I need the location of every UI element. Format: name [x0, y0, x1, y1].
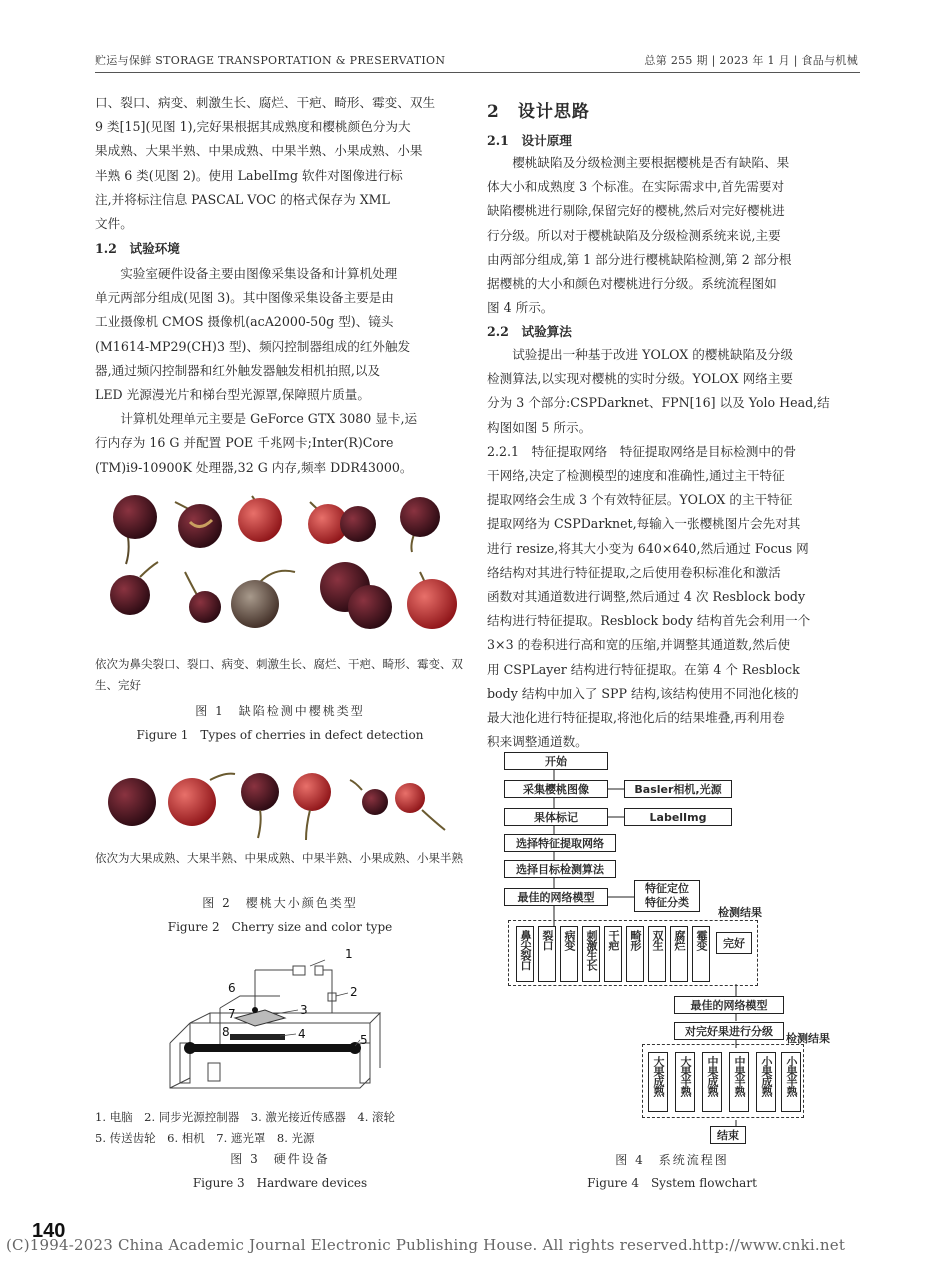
text-line: 函数对其通道数进行调整,然后通过 4 次 Resblock body — [487, 589, 806, 605]
cherry-intact — [407, 572, 457, 629]
flow-end: 结束 — [710, 1126, 746, 1144]
text-line: 最大池化进行特征提取,将池化后的结果堆叠,再利用卷 — [487, 710, 785, 726]
callout-1: 1 — [345, 948, 353, 961]
text-line: 9 类[15](见图 1),完好果根据其成熟度和樱桃颜色分为大 — [95, 119, 411, 135]
copyright-notice: (C)1994-2023 China Academic Journal Electronic Publishing House. All rights reserved. — [6, 1236, 693, 1254]
cherry-large-ripe — [108, 778, 156, 826]
text-line: 器,通过频闪控制器和红外触发器触发相机拍照,以及 — [95, 362, 381, 378]
defect-nose-crack: 鼻尖裂口 — [516, 926, 534, 982]
grade-medium-ripe: 中果成熟 — [702, 1052, 722, 1112]
callout-6: 6 — [228, 981, 236, 995]
detection-result-label-1: 检测结果 — [718, 906, 762, 919]
text-line: 提取网络会生成 3 个有效特征层。YOLOX 的主干特征 — [487, 492, 793, 508]
text-line: 半熟 6 类(见图 2)。使用 LabelImg 软件对图像进行标 — [95, 167, 403, 183]
issue-header: 总第 255 期 | 2023 年 1 月 | 食品与机械 — [644, 54, 858, 67]
cherry-small-ripe — [350, 780, 388, 815]
defect-rot: 腐烂 — [670, 926, 688, 982]
flow-start: 开始 — [504, 752, 608, 770]
figure-2-caption-zh: 图 2 樱桃大小颜色类型 — [202, 896, 358, 910]
flow-feature-loc-cls — [634, 880, 700, 912]
text-line: 行内存为 16 G 并配置 POE 千兆网卡;Inter(R)Core — [95, 435, 394, 451]
figure-4-caption-en: Figure 4 System flowchart — [587, 1176, 757, 1190]
section-2-heading: 2 设计思路 — [487, 102, 590, 122]
text-line: 试验提出一种基于改进 YOLOX 的樱桃缺陷及分级 — [512, 347, 793, 362]
cnki-url: http://www.cnki.net — [692, 1236, 846, 1254]
text-line: 构图如图 5 所示。 — [487, 419, 592, 435]
flow-select-detection-algorithm: 选择目标检测算法 — [504, 860, 616, 878]
figure-4-flowchart — [500, 748, 860, 1148]
environment-paragraph-1 — [95, 262, 465, 480]
defect-dry-scar: 干疤 — [604, 926, 622, 982]
cherry-dry-scar — [110, 562, 158, 615]
figure-1-note: 依次为鼻尖裂口、裂口、病变、刺激生长、腐烂、干疤、畸形、霉变、双生、完好 — [95, 657, 463, 692]
text-line: 提取网络为 CSPDarknet,每输入一张樱桃图片会先对其 — [487, 516, 801, 532]
defect-crack: 裂口 — [538, 926, 556, 982]
figure-1-cherry-photos — [100, 482, 470, 647]
cherry-large-half-ripe — [168, 774, 235, 826]
header-rule — [95, 72, 860, 73]
text-line: 工业摄像机 CMOS 摄像机(acA2000-50g 型)、镜头 — [95, 314, 394, 330]
housing-icon — [208, 1063, 220, 1081]
text-line: 口、裂口、病变、刺激生长、腐烂、干疤、畸形、霉变、双生 — [95, 95, 436, 110]
cherry-lesion — [238, 496, 282, 542]
defect-mildew: 霉变 — [692, 926, 710, 982]
text-line: 检测算法,以实现对樱桃的实时分级。YOLOX 网络主要 — [487, 371, 793, 387]
text-line: 樱桃缺陷及分级检测主要根据樱桃是否有缺陷、果 — [512, 155, 790, 170]
cherry-medium-half-ripe — [293, 773, 331, 840]
text-line: 文件。 — [95, 216, 133, 232]
grade-large-half-ripe: 大果半熟 — [675, 1052, 695, 1112]
flow-grade-intact: 对完好果进行分级 — [674, 1022, 784, 1040]
figure-1-caption-en: Figure 1 Types of cherries in defect detection — [136, 728, 424, 742]
cherry-deformed — [185, 572, 221, 623]
page-number: 140 — [32, 1220, 66, 1242]
grade-large-ripe: 大果成熟 — [648, 1052, 668, 1112]
text-line: 结构进行特征提取。Resblock body 结构首先会利用一个 — [487, 613, 811, 629]
text-line: (TM)i9-10900K 处理器,32 G 内存,频率 DDR43000。 — [95, 459, 413, 475]
section-2-1-heading: 2.1 设计原理 — [487, 133, 572, 148]
cherry-crack — [175, 502, 222, 548]
cherry-stimulated-growth — [308, 502, 376, 544]
flow-label-fruit: 果体标记 — [504, 808, 608, 826]
cherry-mildew — [231, 571, 295, 628]
figure-2-caption-en: Figure 2 Cherry size and color type — [167, 920, 393, 934]
text-line: 3×3 的卷积进行高和宽的压缩,并调整其通道数,然后使 — [487, 637, 791, 653]
text-line: 计算机处理单元主要是 GeForce GTX 3080 显卡,运 — [120, 411, 418, 427]
defect-stimulated-growth: 刺激生长 — [582, 926, 600, 982]
callout-2: 2 — [350, 985, 358, 999]
defect-twin: 双生 — [648, 926, 666, 982]
callout-7: 7 — [228, 1007, 236, 1021]
result-intact: 完好 — [716, 932, 752, 954]
cherry-small-half-ripe — [395, 783, 445, 830]
detection-result-label-2: 检测结果 — [786, 1032, 830, 1045]
text-line: 积来调整通道数。 — [487, 734, 588, 750]
callout-5: 5 — [360, 1033, 368, 1047]
flow-camera-light: Basler相机,光源 — [624, 780, 732, 798]
flow-labelimg: LabelImg — [624, 808, 732, 826]
text-line: 分为 3 个部分:CSPDarknet、FPN[16] 以及 Yolo Head,结 — [487, 395, 830, 411]
flow-best-model: 最佳的网络模型 — [504, 888, 608, 906]
controller-icon — [315, 966, 323, 975]
section-1-2-heading: 1.2 试验环境 — [95, 241, 180, 256]
design-principle-paragraph — [487, 151, 857, 320]
callout-3: 3 — [300, 1003, 308, 1017]
text-line: 体大小和成熟度 3 个标准。在实际需求中,首先需要对 — [487, 179, 785, 195]
grade-small-ripe: 小果成熟 — [756, 1052, 776, 1112]
figure-3-legend-line-2: 5. 传送齿轮 6. 相机 7. 遮光罩 8. 光源 — [95, 1131, 315, 1145]
section-2-2-heading: 2.2 试验算法 — [487, 324, 572, 339]
text-line: 缺陷樱桃进行剔除,保留完好的樱桃,然后对完好樱桃进 — [487, 203, 785, 219]
text-line: 单元两部分组成(见图 3)。其中图像采集设备主要是由 — [95, 290, 394, 306]
algorithm-paragraph — [487, 343, 857, 754]
intro-paragraph — [95, 91, 465, 236]
cherry-twin — [320, 562, 392, 629]
text-line: body 结构中加入了 SPP 结构,该结构使用不同池化核的 — [487, 685, 799, 701]
text-line: 干网络,决定了检测模型的速度和准确性,通过主干特征 — [487, 468, 785, 484]
flow-best-model-2: 最佳的网络模型 — [674, 996, 784, 1014]
flow-select-feature-network: 选择特征提取网络 — [504, 834, 616, 852]
text-line: 实验室硬件设备主要由图像采集设备和计算机处理 — [120, 266, 398, 281]
text-line: 果成熟、大果半熟、中果成熟、中果半熟、小果成熟、小果 — [95, 143, 423, 159]
text-line: 进行 resize,将其大小变为 640×640,然后通过 Focus 网 — [487, 540, 809, 556]
feature-classification-label: 特征分类 — [645, 896, 689, 909]
journal-section-header: 贮运与保鲜 STORAGE TRANSPORTATION & PRESERVATION — [95, 54, 446, 67]
text-line: 行分级。所以对于樱桃缺陷及分级检测系统来说,主要 — [487, 227, 781, 243]
flow-collect-images: 采集樱桃图像 — [504, 780, 608, 798]
text-line: 图 4 所示。 — [487, 300, 554, 316]
callout-4: 4 — [298, 1027, 306, 1041]
grade-small-half-ripe: 小果半熟 — [781, 1052, 801, 1112]
text-line: 注,并将标注信息 PASCAL VOC 的格式保存为 XML — [95, 191, 390, 207]
figure-3-caption-en: Figure 3 Hardware devices — [192, 1176, 368, 1190]
text-line: 由两部分组成,第 1 部分进行樱桃缺陷检测,第 2 部分根 — [487, 251, 792, 267]
figure-2-cherry-photos — [100, 760, 470, 845]
text-line: 据樱桃的大小和颜色对樱桃进行分级。系统流程图如 — [487, 276, 777, 292]
figure-2-note: 依次为大果成熟、大果半熟、中果成熟、中果半熟、小果成熟、小果半熟 — [95, 851, 463, 865]
figure-4-caption-zh: 图 4 系统流程图 — [615, 1153, 729, 1167]
cherry-medium-ripe — [241, 773, 279, 838]
defect-lesion: 病变 — [560, 926, 578, 982]
figure-3-caption-zh: 图 3 硬件设备 — [230, 1152, 330, 1166]
computer-icon — [293, 966, 305, 975]
text-line: (M1614-MP29(CH)3 型)、频闪控制器组成的红外触发 — [95, 338, 411, 354]
text-line: 2.2.1 特征提取网络 特征提取网络是目标检测中的骨 — [487, 443, 797, 459]
text-line: 用 CSPLayer 结构进行特征提取。在第 4 个 Resblock — [487, 661, 800, 677]
grade-medium-half-ripe: 中果半熟 — [729, 1052, 749, 1112]
text-line: LED 光源漫光片和梯台型光源罩,保障照片质量。 — [95, 387, 370, 403]
figure-3-legend-line-1: 1. 电脑 2. 同步光源控制器 3. 激光接近传感器 4. 滚轮 — [95, 1110, 396, 1124]
cherry-nose-crack — [113, 495, 157, 564]
callout-8: 8 — [222, 1025, 230, 1039]
text-line: 络结构对其进行特征提取,之后使用卷积标准化和激活 — [487, 564, 781, 580]
figure-3-hardware-diagram — [150, 948, 410, 1103]
figure-1-caption-zh: 图 1 缺陷检测中樱桃类型 — [195, 704, 365, 718]
defect-deformed: 畸形 — [626, 926, 644, 982]
cherry-rot — [400, 497, 440, 552]
feature-localization-label: 特征定位 — [645, 882, 689, 895]
